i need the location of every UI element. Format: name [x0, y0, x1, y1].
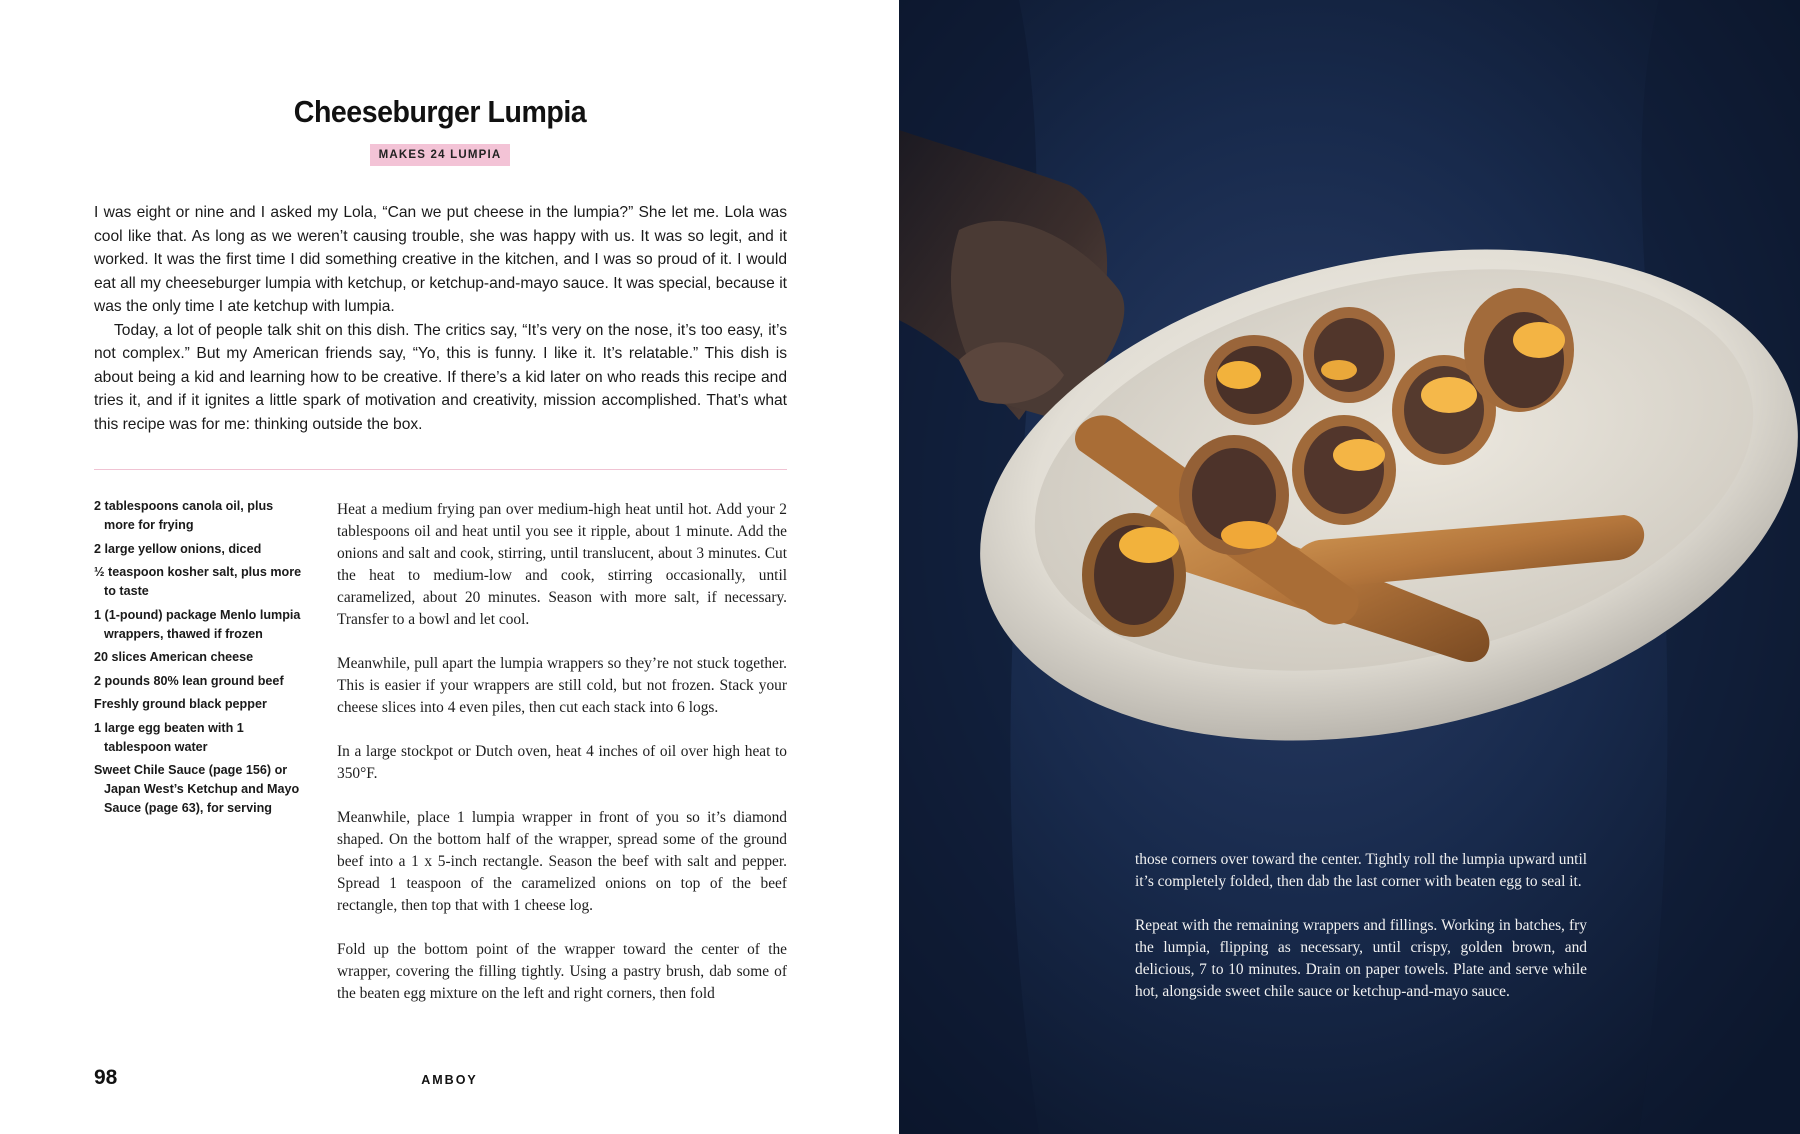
recipe-title: Cheeseburger Lumpia	[293, 94, 587, 129]
lumpia-piece	[1082, 513, 1186, 637]
ingredient-item: 20 slices American cheese	[94, 650, 254, 664]
lumpia-piece	[1303, 307, 1395, 403]
ingredient-item: 2 tablespoons canola oil, plus more for frying	[94, 499, 274, 532]
ingredient-item: ½ teaspoon kosher salt, plus more to taste	[94, 565, 302, 598]
lumpia-piece	[1464, 288, 1574, 412]
method-steps	[337, 499, 787, 1027]
method-step: Meanwhile, place 1 lumpia wrapper in front of you so it’s diamond shaped. On the bottom half of the wrapper, spread some of the ground beef into a 1 x 5-inch rectangle. Season the beef with salt and pepper. Spread 1 teaspoon of the caramelized onions on top of the beef rectangle, then top that with 1 cheese log.	[337, 809, 787, 914]
method-step: Fold up the bottom point of the wrapper toward the center of the wrapper, covering the filling tightly. Using a pastry brush, dab some of the beaten egg mixture on the left and right corners, then fold	[337, 941, 787, 1002]
left-page	[0, 0, 899, 1134]
right-page	[899, 0, 1800, 1134]
method-step: Meanwhile, pull apart the lumpia wrappers so they’re not stuck together. This is easier if your wrappers are still cold, but not frozen. Stack your cheese slices into 4 even piles, then cut each stack into 6 logs.	[337, 655, 787, 716]
intro-paragraph: I was eight or nine and I asked my Lola, “Can we put cheese in the lumpia?” She let me. Lola was cool like that. As long as we weren’t causing trouble, she was happy with us. It was so legit, and it worked. It was the first time I did something creative in the kitchen, and I was so proud of it. I would eat all my cheeseburger lumpia with ketchup, or ketchup-and-mayo sauce. It was special, because it was the only time I ate ketchup with lumpia.	[94, 204, 787, 315]
intro-text	[94, 201, 787, 436]
method-step: In a large stockpot or Dutch oven, heat 4 inches of oil over high heat to 350°F.	[337, 743, 787, 782]
page-number: 98	[94, 1066, 118, 1089]
ingredient-item: 1 large egg beaten with 1 tablespoon water	[94, 720, 244, 754]
yield-badge: MAKES 24 LUMPIA	[370, 144, 511, 166]
yield-row	[0, 144, 880, 166]
lumpia-piece	[1179, 435, 1289, 555]
method-step: Repeat with the remaining wrappers and fillings. Working in batches, fry the lumpia, flipping as necessary, until crispy, golden brown, and delicious, 7 to 10 minutes. Drain on paper towels. Plate and serve while hot, alongside sweet chile sauce or ketchup-and-mayo sauce.	[1135, 917, 1587, 1000]
ingredient-item: Sweet Chile Sauce (page 156) or Japan West’s Ketchup and Mayo Sauce (page 63), for serving	[94, 763, 300, 815]
method-continued	[1135, 849, 1587, 1025]
ingredients-list	[94, 497, 304, 823]
ingredient-item: 2 pounds 80% lean ground beef	[94, 673, 284, 688]
lumpia-piece	[1292, 415, 1396, 525]
ingredient-item: Freshly ground black pepper	[94, 697, 267, 711]
section-divider	[94, 469, 787, 470]
method-step: Heat a medium frying pan over medium-high heat until hot. Add your 2 tablespoons oil and heat until you see it ripple, about 1 minute. Add the onions and salt and cook, stirring, until translucent, about 3 minutes. Cut the heat to medium-low and cook, stirring occasionally, until caramelized, about 20 minutes. Season with more salt, if necessary. Transfer to a bowl and let cool.	[337, 501, 787, 628]
intro-paragraph: Today, a lot of people talk shit on this dish. The critics say, “It’s very on the nose, it’s too easy, it’s not complex.” But my American friends say, “Yo, this is funny. I like it. It’s relatable.” This dish is about being a kid and learning how to be creative. If there’s a kid later on who reads this recipe and tries it, and if it ignites a little spark of motivation and creativity, mission accomplished. That’s what this recipe was for me: thinking outside the box.	[94, 321, 787, 433]
ingredient-item: 2 large yellow onions, diced	[94, 541, 262, 556]
running-head: AMBOY	[421, 1073, 478, 1087]
ingredient-item: 1 (1-pound) package Menlo lumpia wrappers, thawed if frozen	[94, 607, 301, 641]
lumpia-piece	[1204, 335, 1304, 425]
method-step: those corners over toward the center. Tightly roll the lumpia upward until it’s completely folded, then dab the last corner with beaten egg to seal it.	[1135, 851, 1587, 890]
